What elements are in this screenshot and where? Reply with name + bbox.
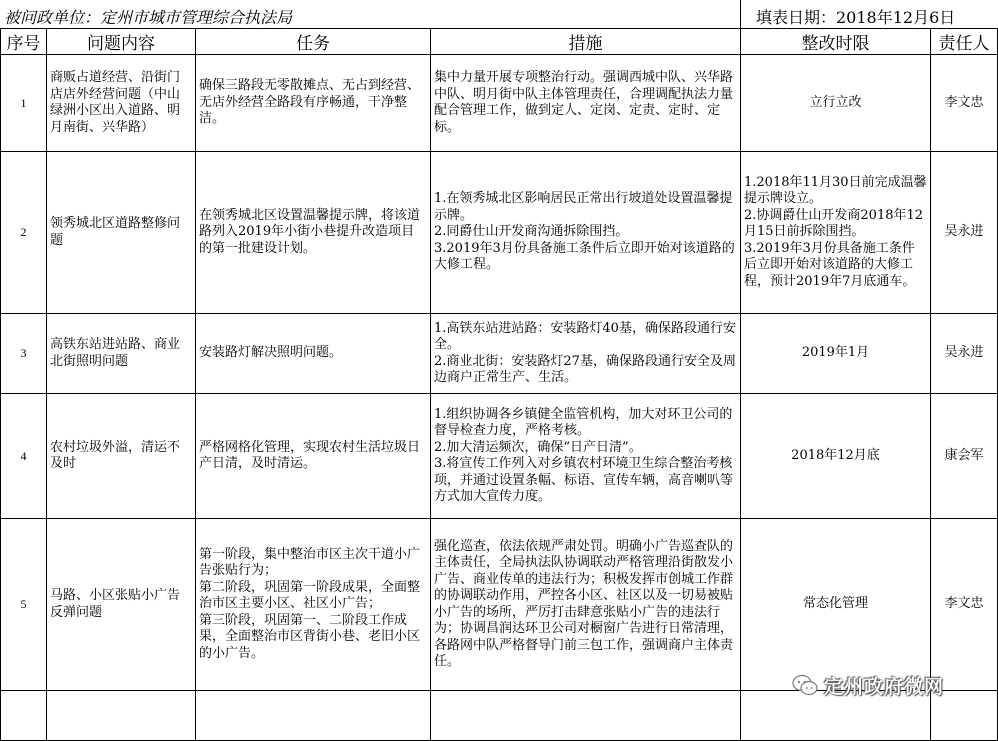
row-task: 第一阶段，集中整治市区主次干道小广告张贴行为； 第二阶段，巩固第一阶段成果，全面整治市区主要小区、社区小广告； 第三阶段，巩固第一、二阶段工作成果，全面整治市区背街小巷、老旧小区的小广告。 xyxy=(196,519,431,691)
header-divider xyxy=(740,0,741,28)
col-header-issue: 问题内容 xyxy=(47,29,196,55)
row-measure: 集中力量开展专项整治行动。强调西城中队、兴华路中队、明月街中队主体管理责任，合理调配执法力量配合管理工作，做到定人、定岗、定责、定时、定标。 xyxy=(431,55,741,152)
row-deadline: 2018年12月底 xyxy=(741,394,931,519)
table-row xyxy=(1,394,998,519)
row-deadline: 立行立改 xyxy=(741,55,931,152)
col-header-task: 任务 xyxy=(196,29,431,55)
form-header xyxy=(0,0,998,28)
col-header-person: 责任人 xyxy=(931,29,998,55)
row-task xyxy=(196,691,431,741)
row-issue: 马路、小区张贴小广告反弹问题 xyxy=(47,519,196,691)
row-person: 李文忠 xyxy=(931,519,998,691)
row-deadline: 1.2018年11月30日前完成温馨提示牌设立。 2.协调爵仕山开发商2018年12月15日前拆除围挡。 3.2019年3月份具备施工条件后立即开始对该道路的大修工程，预计2019年7月底通车。 xyxy=(741,152,931,314)
rectification-table xyxy=(0,28,998,741)
row-issue: 领秀城北区道路整修问题 xyxy=(47,152,196,314)
table-header-row xyxy=(1,29,998,55)
col-header-measure: 措施 xyxy=(431,29,741,55)
table-row xyxy=(1,152,998,314)
row-measure: 1.高铁东站进站路：安装路灯40基，确保路段通行安全。 2.商业北街：安装路灯27基，确保路段通行安全及周边商户正常生产、生活。 xyxy=(431,314,741,394)
row-task: 在领秀城北区设置温馨提示牌，将该道路列入2019年小街小巷提升改造项目的第一批建设计划。 xyxy=(196,152,431,314)
row-measure: 强化巡查，依法依规严肃处罚。明确小广告巡查队的主体责任，全局执法队协调联动严格管理沿街散发小广告、商业传单的违法行为；积极发挥市创城工作群的协调联动作用，严控各小区、社区以及一切易被贴小广告的场所，严厉打击肆意张贴小广告的违法行为；协调昌润达环卫公司对橱窗广告进行日常清理，各路网中队严格督导门前三包工作，强调商户主体责任。 xyxy=(431,519,741,691)
row-measure: 1.组织协调各乡镇健全监管机构，加大对环卫公司的督导检查力度，严格考核。 2.加大清运频次，确保“日产日清”。 3.将宣传工作列入对乡镇农村环境卫生综合整治考核项，并通过设置条幅、标语、宣传车辆，高音喇叭等方式加大宣传力度。 xyxy=(431,394,741,519)
row-no: 5 xyxy=(1,519,47,691)
row-no: 4 xyxy=(1,394,47,519)
table-row xyxy=(1,314,998,394)
row-person: 吴永进 xyxy=(931,314,998,394)
row-measure: 1.在领秀城北区影响居民正常出行坡道处设置温馨提示牌。 2.同爵仕山开发商沟通拆除围挡。 3.2019年3月份具备施工条件后立即开始对该道路的大修工程。 xyxy=(431,152,741,314)
row-issue: 商贩占道经营、沿街门店店外经营问题（中山绿洲小区出入道路、明月南街、兴华路） xyxy=(47,55,196,152)
row-person: 康会军 xyxy=(931,394,998,519)
row-measure xyxy=(431,691,741,741)
row-issue: 农村垃圾外溢，清运不及时 xyxy=(47,394,196,519)
watermark xyxy=(792,670,944,700)
row-no: 1 xyxy=(1,55,47,152)
row-issue xyxy=(47,691,196,741)
fill-date: 填表日期：2018年12月6日 xyxy=(756,8,956,27)
row-person: 李文忠 xyxy=(931,55,998,152)
row-deadline: 常态化管理 xyxy=(741,519,931,691)
row-issue: 高铁东站进站路、商业北街照明问题 xyxy=(47,314,196,394)
row-person: 吴永进 xyxy=(931,152,998,314)
row-task: 严格网格化管理，实现农村生活垃圾日产日清，及时清运。 xyxy=(196,394,431,519)
row-task: 安装路灯解决照明问题。 xyxy=(196,314,431,394)
col-header-deadline: 整改时限 xyxy=(741,29,931,55)
wechat-bubble-icon xyxy=(792,674,818,696)
col-header-no: 序号 xyxy=(1,29,47,55)
row-no: 3 xyxy=(1,314,47,394)
row-no: 2 xyxy=(1,152,47,314)
table-row xyxy=(1,519,998,691)
row-no xyxy=(1,691,47,741)
table-row xyxy=(1,55,998,152)
unit-label: 被问政单位：定州市城市管理综合执法局 xyxy=(4,8,293,27)
watermark-text: 定州政府微网 xyxy=(824,675,945,698)
row-task: 确保三路段无零散摊点、无占到经营、无店外经营全路段有序畅通，干净整洁。 xyxy=(196,55,431,152)
row-deadline: 2019年1月 xyxy=(741,314,931,394)
